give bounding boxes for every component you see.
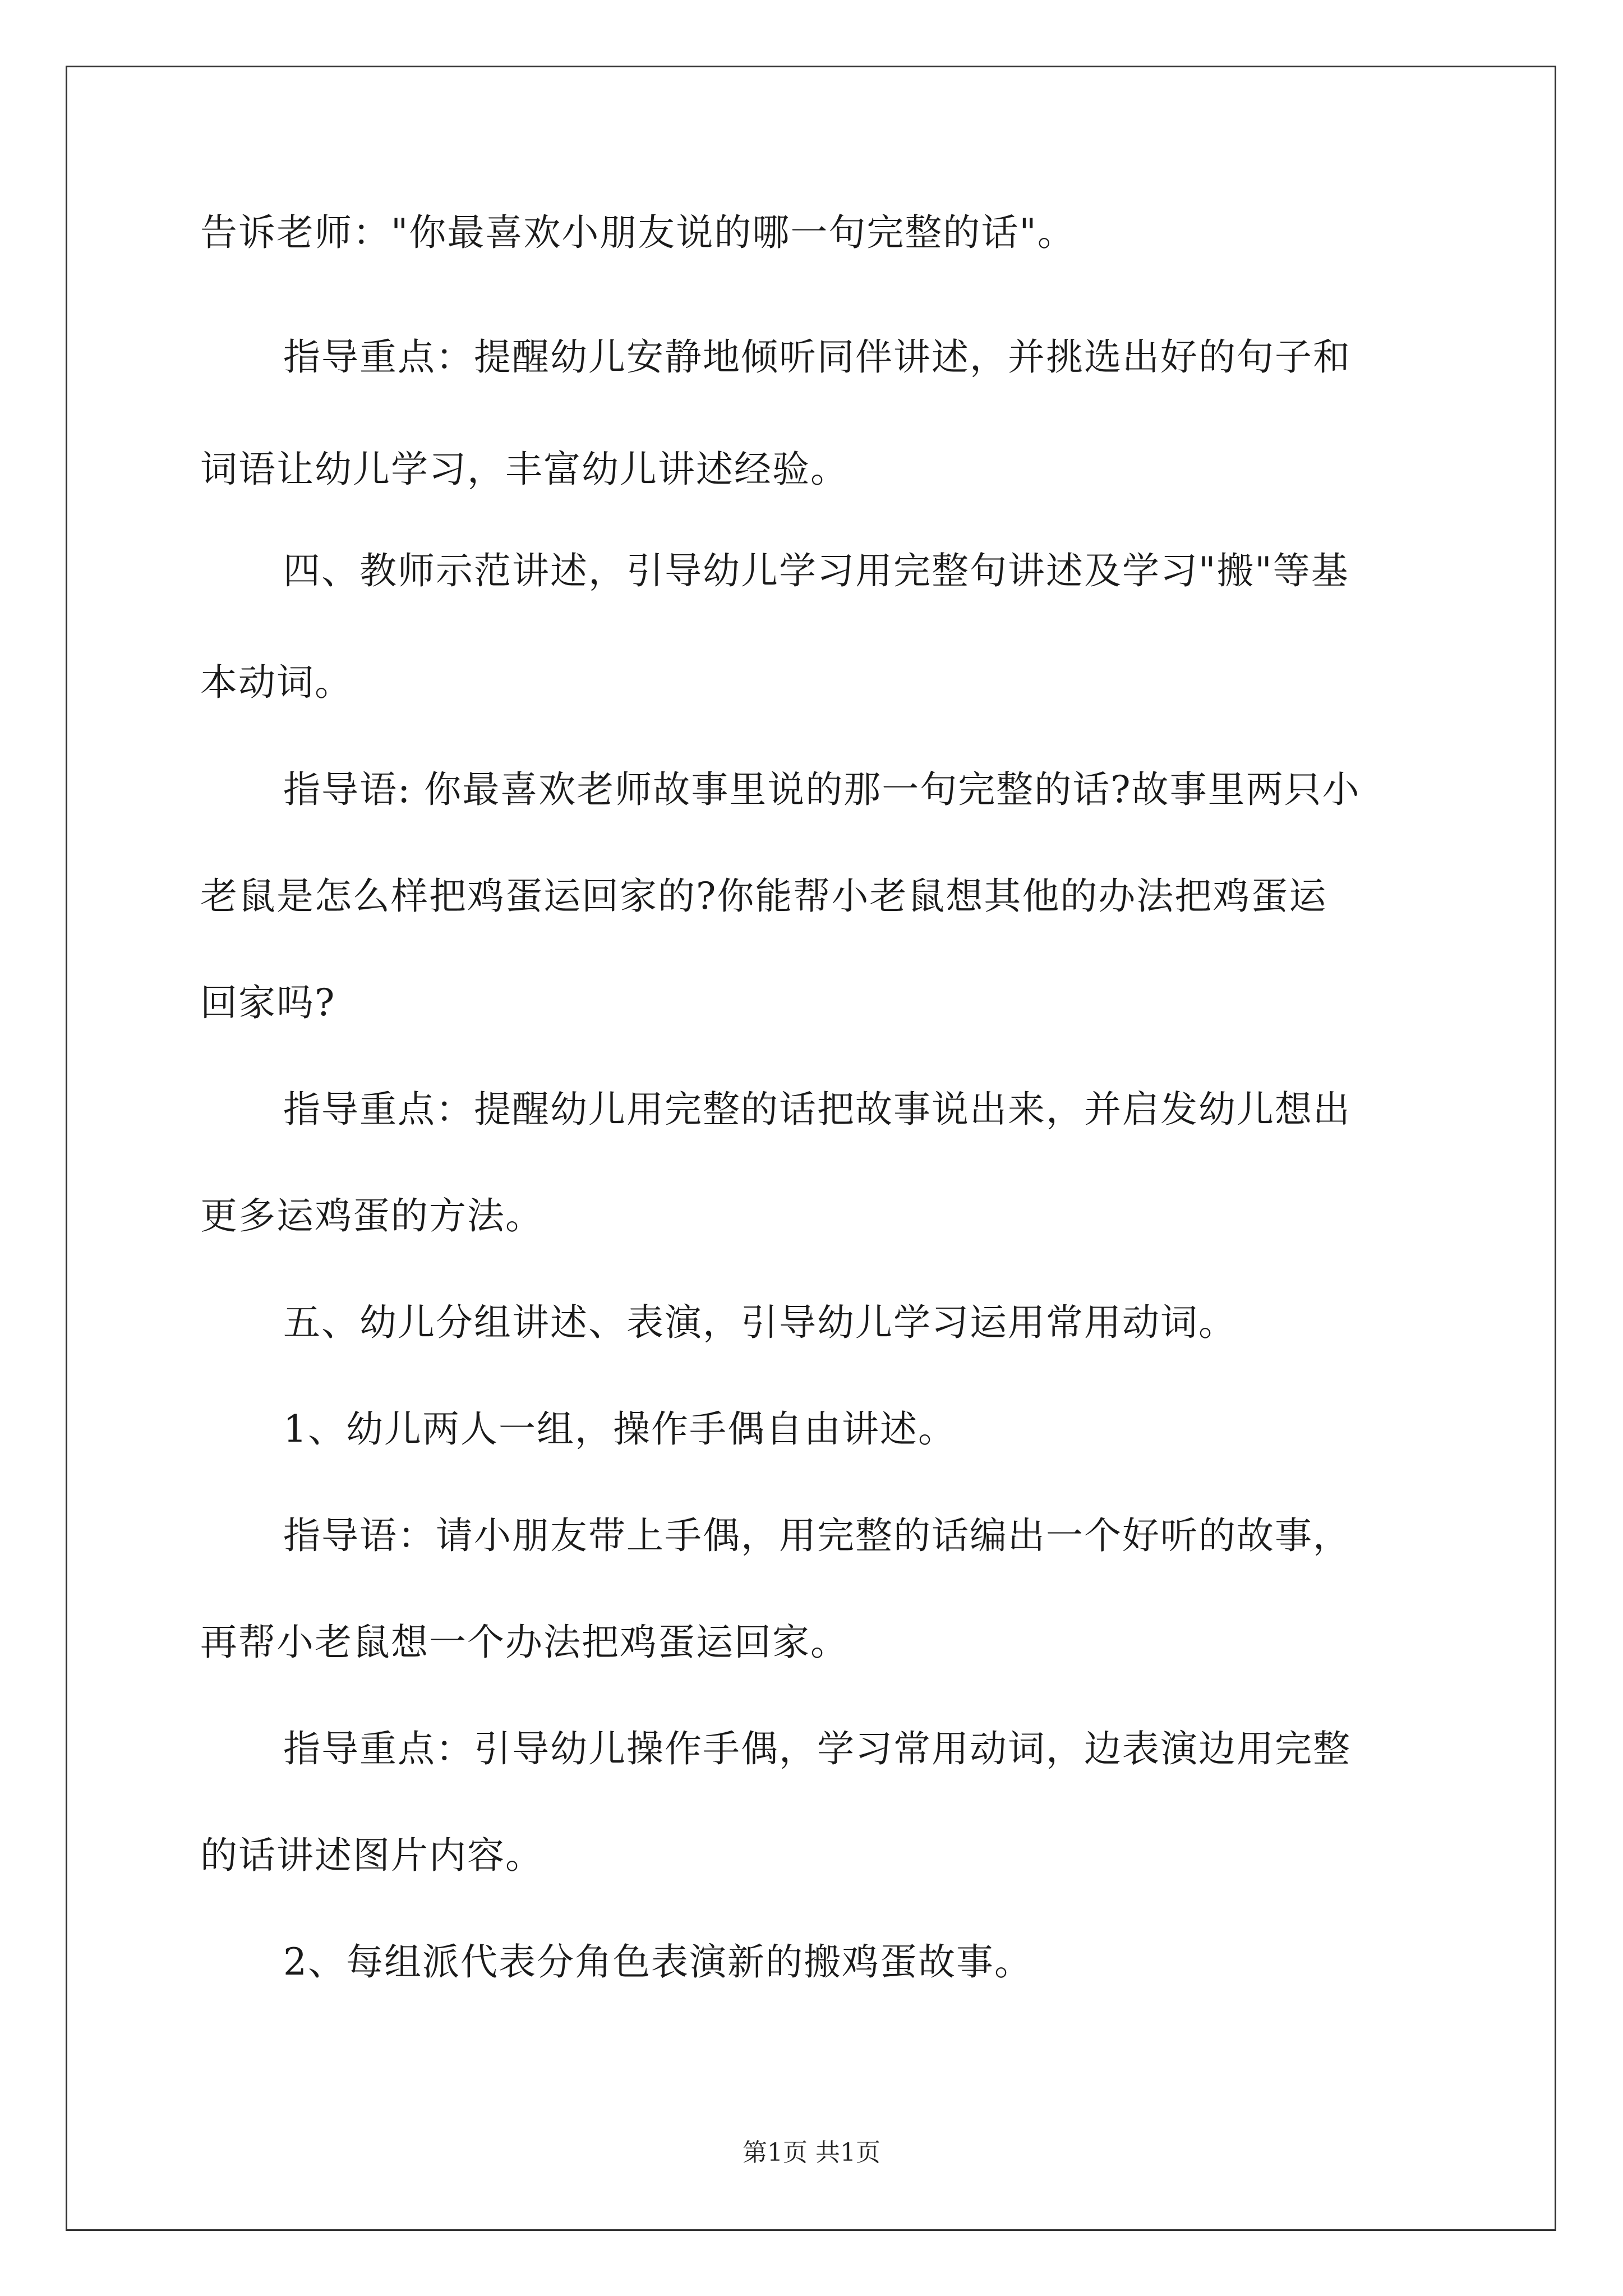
text-line: 回家吗?: [200, 981, 336, 1024]
text-line: 2、每组派代表分角色表演新的搬鸡蛋故事。: [283, 1940, 1032, 1984]
text-line: 指导语: 你最喜欢老师故事里说的那一句完整的话?故事里两只小: [283, 768, 1361, 811]
text-line: 指导重点：引导幼儿操作手偶，学习常用动词，边表演边用完整: [283, 1727, 1351, 1770]
text-line: 再帮小老鼠想一个办法把鸡蛋运回家。: [200, 1621, 849, 1664]
page-number-footer: 第1页 共1页: [743, 2138, 880, 2167]
text-line: 老鼠是怎么样把鸡蛋运回家的?你能帮小老鼠想其他的办法把鸡蛋运: [200, 875, 1327, 918]
text-line: 更多运鸡蛋的方法。: [200, 1194, 543, 1237]
text-line: 四、教师示范讲述，引导幼儿学习用完整句讲述及学习"搬"等基: [283, 549, 1349, 592]
text-line: 告诉老师："你最喜欢小朋友说的哪一句完整的话"。: [200, 211, 1076, 254]
text-line: 指导语：请小朋友带上手偶，用完整的话编出一个好听的故事，: [283, 1514, 1351, 1557]
text-line: 五、幼儿分组讲述、表演，引导幼儿学习运用常用动词。: [283, 1301, 1237, 1344]
page-border: [66, 66, 1556, 2231]
text-line: 1、幼儿两人一组，操作手偶自由讲述。: [283, 1407, 956, 1451]
text-line: 指导重点：提醒幼儿用完整的话把故事说出来，并启发幼儿想出: [283, 1088, 1351, 1131]
text-line: 的话讲述图片内容。: [200, 1834, 543, 1877]
text-line: 本动词。: [200, 661, 353, 704]
text-line: 词语让幼儿学习，丰富幼儿讲述经验。: [200, 448, 849, 491]
text-line: 指导重点：提醒幼儿安静地倾听同伴讲述，并挑选出好的句子和: [283, 335, 1351, 379]
